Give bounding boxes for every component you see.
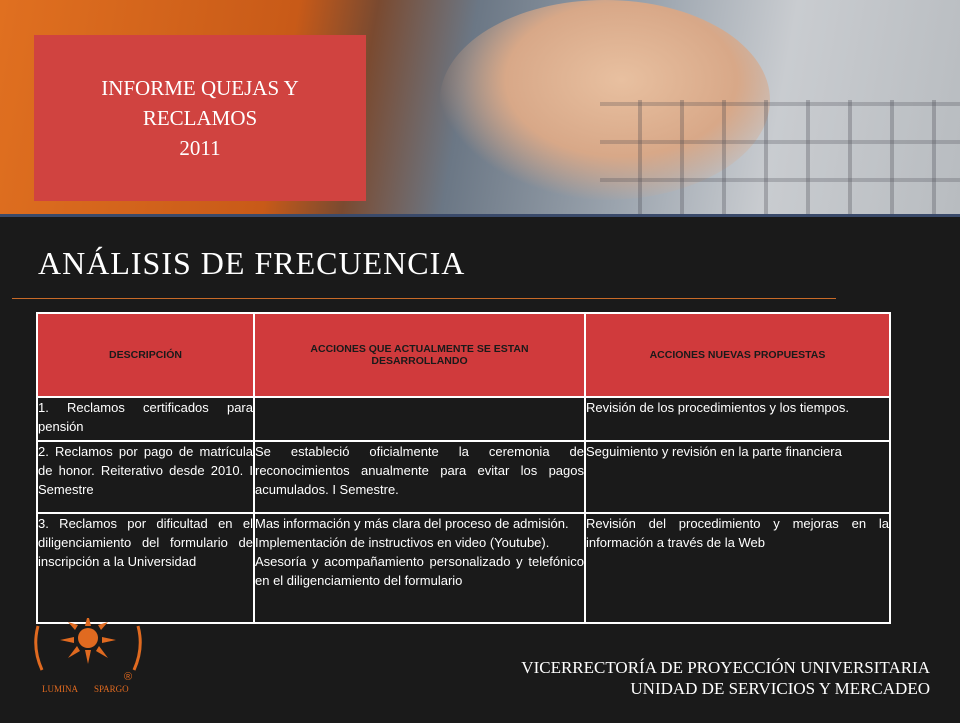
keyboard-image	[600, 100, 960, 216]
cell-current-actions	[254, 513, 585, 623]
report-title-line-3: 2011	[179, 136, 221, 160]
column-header-description: DESCRIPCIÓN	[37, 313, 254, 397]
table-row	[37, 441, 890, 513]
table-row	[37, 397, 890, 441]
current-action-item: Mas información y más clara del proceso de admisión.	[255, 516, 569, 531]
table-row	[37, 513, 890, 623]
cell-description: 1. Reclamos certificados para pensión	[37, 397, 254, 441]
cell-proposed-actions: Seguimiento y revisión en la parte financiera	[585, 441, 890, 513]
cell-proposed-actions: Revisión del procedimiento y mejoras en la información a través de la Web	[585, 513, 890, 623]
current-action-item: Asesoría y acompañamiento personalizado y telefónico en el diligenciamiento del formulario	[255, 554, 584, 588]
university-logo	[28, 618, 148, 718]
logo-text-right: SPARGO	[94, 684, 129, 694]
cell-description: 3. Reclamos por dificultad en el diligenciamiento del formulario de inscripción a la Universidad	[37, 513, 254, 623]
footer-line-1: VICERRECTORÍA DE PROYECCIÓN UNIVERSITARIA	[521, 658, 930, 677]
section-title: ANÁLISIS DE FRECUENCIA	[38, 245, 466, 281]
column-header-current-actions: ACCIONES QUE ACTUALMENTE SE ESTAN DESARROLLANDO	[254, 313, 585, 397]
column-header-proposed-actions: ACCIONES NUEVAS PROPUESTAS	[585, 313, 890, 397]
frequency-table	[36, 312, 891, 624]
footer-line-2: UNIDAD DE SERVICIOS Y MERCADEO	[630, 679, 930, 698]
current-action-item: Implementación de instructivos en video (Youtube).	[255, 535, 550, 550]
header-divider	[0, 214, 960, 217]
cell-proposed-actions: Revisión de los procedimientos y los tiempos.	[585, 397, 890, 441]
cell-current-actions: Se estableció oficialmente la ceremonia de reconocimientos anualmente para evitar los pagos acumulados. I Semestre.	[254, 441, 585, 513]
logo-text-left: LUMINA	[42, 684, 78, 694]
cell-description: 2. Reclamos por pago de matrícula de honor. Reiterativo desde 2010. I Semestre	[37, 441, 254, 513]
report-title-line-2: RECLAMOS	[142, 106, 258, 130]
report-title-line-1: INFORME QUEJAS Y	[101, 76, 299, 100]
sun-logo-icon	[28, 618, 148, 718]
registered-mark: ®	[124, 671, 133, 683]
title-underline	[12, 298, 836, 299]
cell-current-actions	[254, 397, 585, 441]
footer	[521, 657, 930, 699]
table-header-row	[37, 313, 890, 397]
report-title-box	[34, 35, 366, 201]
